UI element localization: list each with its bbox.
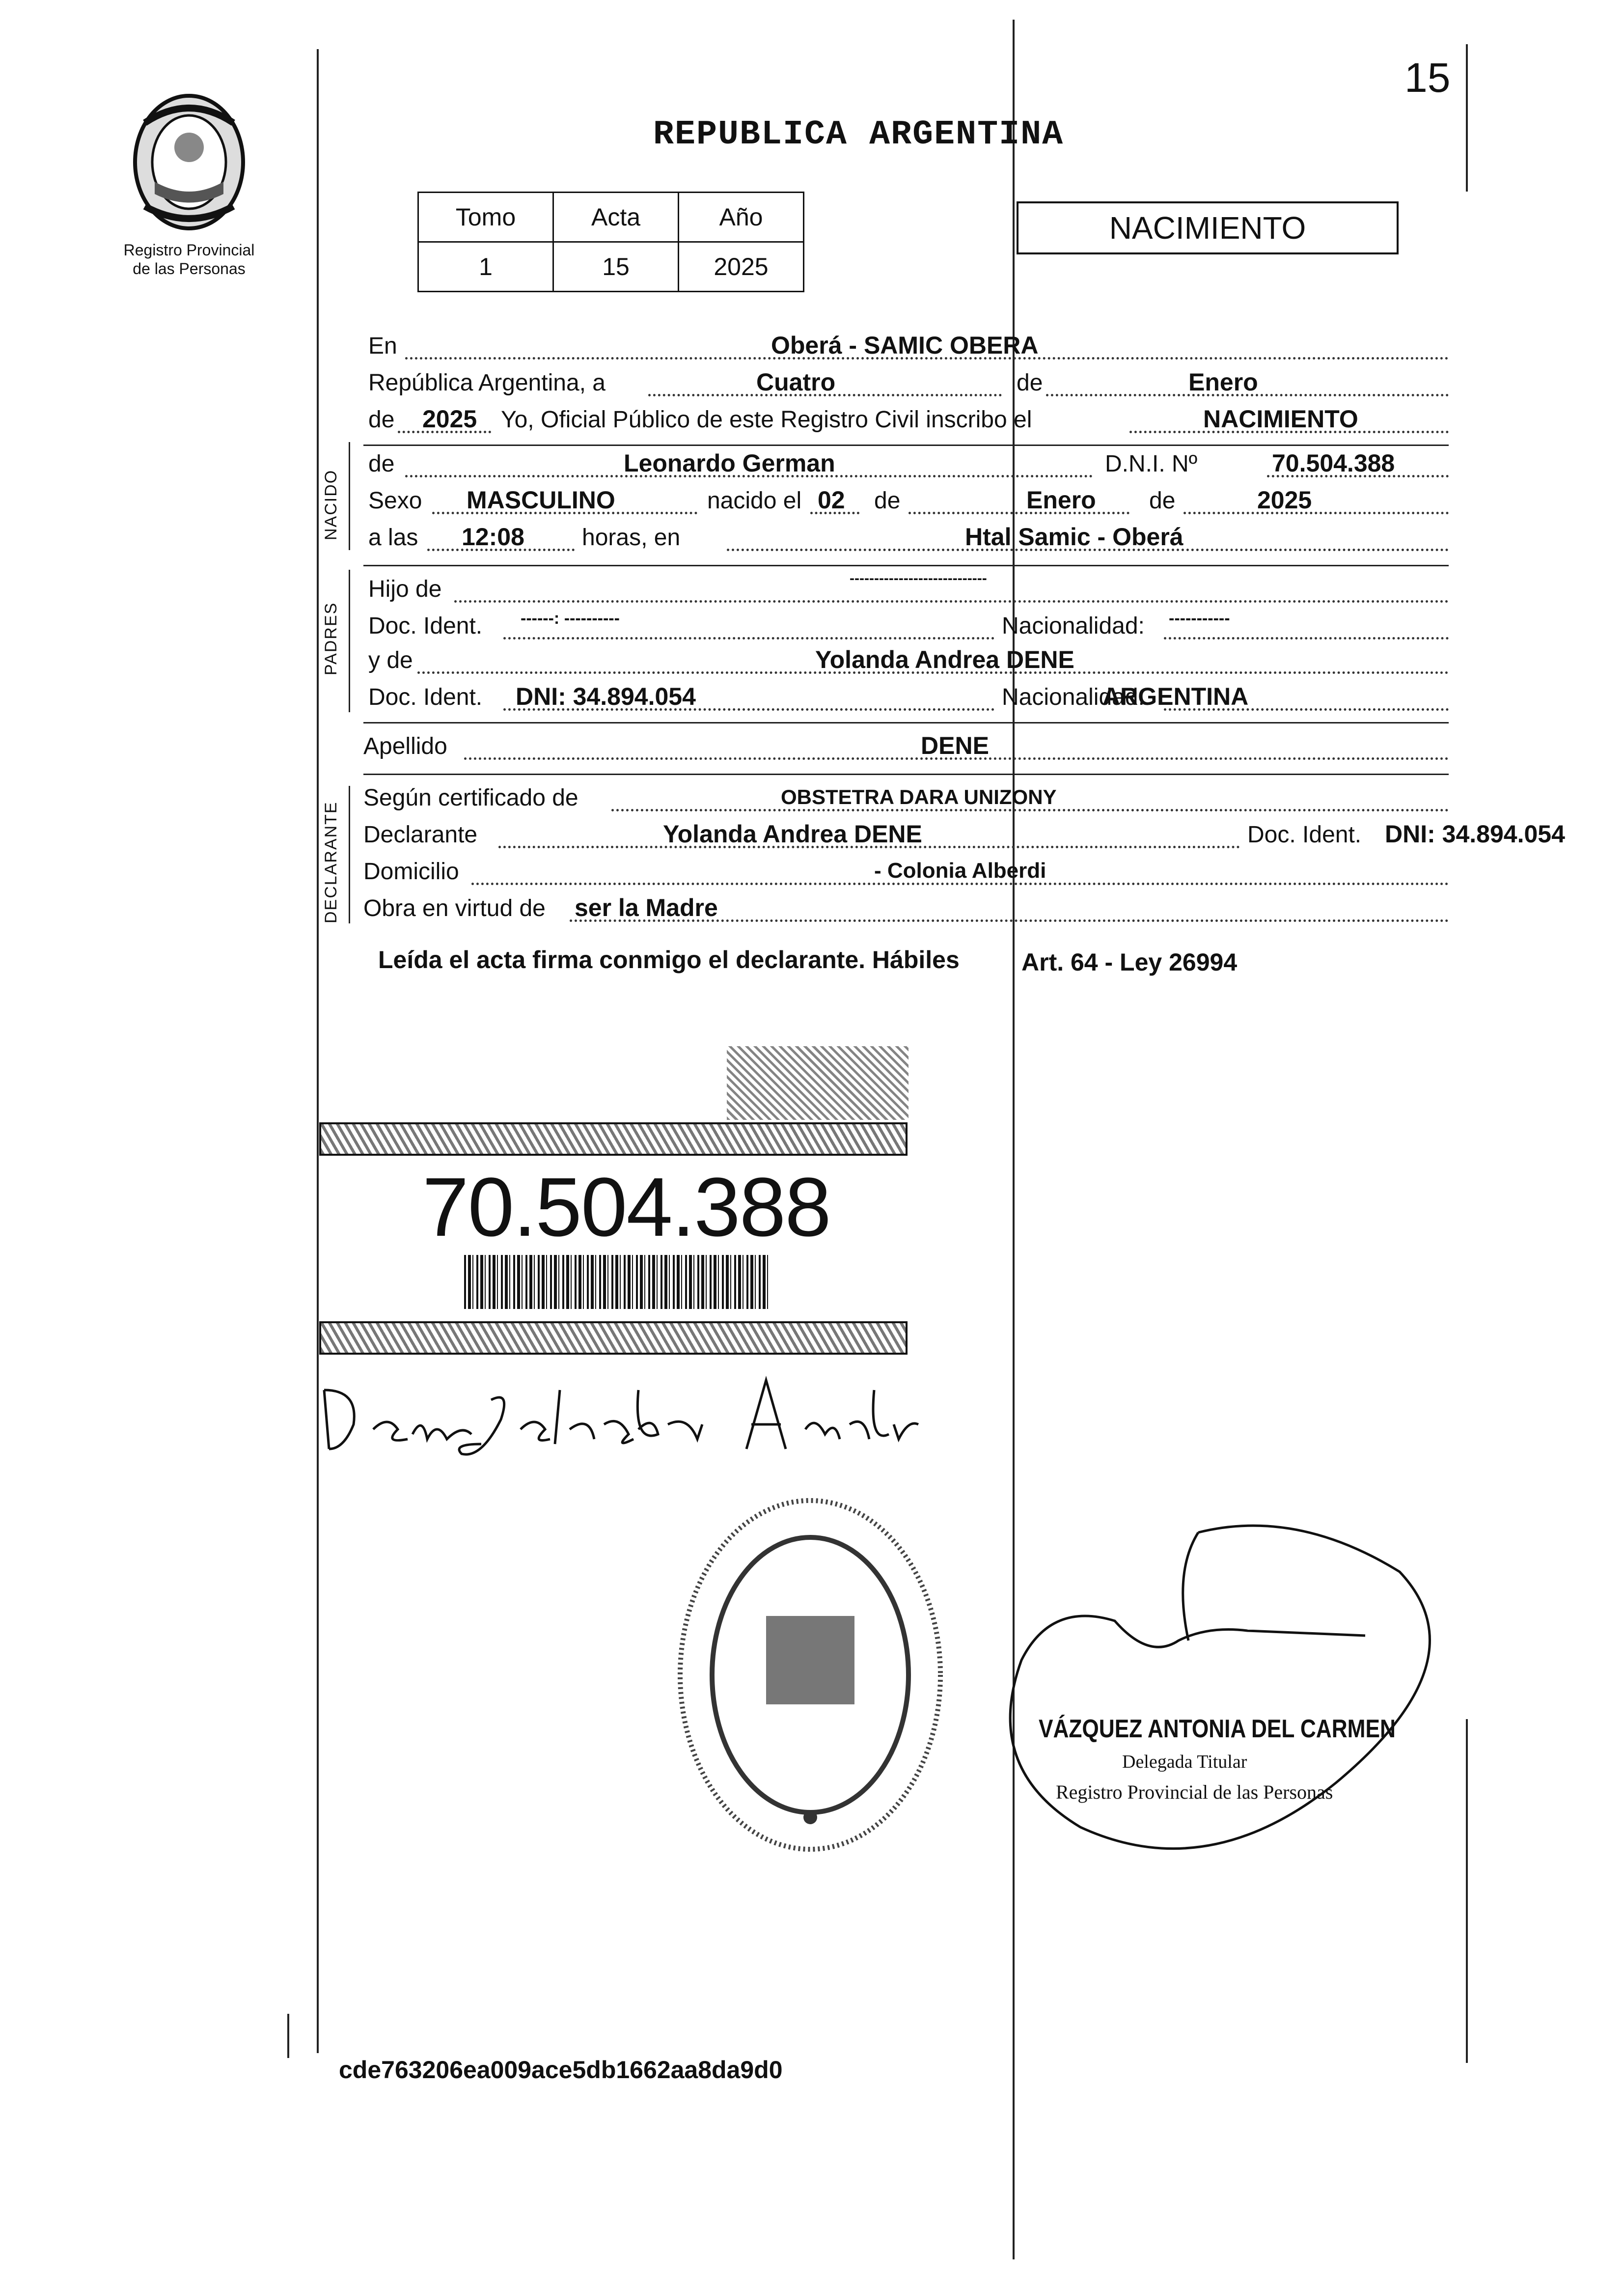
- value-domicilio: - Colonia Alberdi: [874, 859, 1046, 883]
- value-doc2: DNI: 34.894.054: [516, 683, 696, 710]
- label-nacido-el: nacido el: [707, 488, 802, 514]
- logo-caption-line2: de las Personas: [133, 260, 246, 278]
- label-doc2: Doc. Ident.: [368, 684, 483, 710]
- label-de3: de: [1149, 488, 1176, 514]
- label-de: de: [1017, 370, 1043, 396]
- side-label-padres: PADRES: [322, 602, 340, 675]
- document-title: REPUBLICA ARGENTINA: [653, 115, 1064, 154]
- table-header-anio: Año: [679, 193, 804, 242]
- value-birth-place: Htal Samic - Oberá: [965, 523, 1184, 551]
- value-place: Oberá - SAMIC OBERA: [771, 332, 1039, 359]
- barcode-band-top: [319, 1122, 908, 1156]
- value-apellido: DENE: [921, 732, 989, 759]
- row-certificado: [363, 786, 1449, 818]
- left-margin-rule: [317, 49, 319, 2053]
- official-name: VÁZQUEZ ANTONIA DEL CARMEN: [1039, 1715, 1396, 1743]
- table-header-acta: Acta: [553, 193, 679, 242]
- label-nac1: Nacionalidad:: [1002, 613, 1145, 639]
- value-birth-day: 02: [818, 486, 845, 514]
- row-apellido: [363, 734, 1449, 767]
- row-domicilio: [363, 860, 1449, 892]
- row-mother: [363, 648, 1449, 681]
- table-value-tomo: 1: [418, 242, 553, 292]
- barcode-bars: [464, 1255, 769, 1309]
- law-reference: Art. 64 - Ley 26994: [1021, 948, 1238, 976]
- value-certificado: OBSTETRA DARA UNIZONY: [781, 785, 1057, 808]
- closing-text: Leída el acta firma conmigo el declarante. Hábiles: [378, 946, 960, 974]
- value-day: Cuatro: [756, 368, 836, 396]
- value-birth-month: Enero: [1026, 486, 1096, 514]
- logo-caption-line1: Registro Provincial: [123, 241, 255, 259]
- row-oficial: [363, 405, 1449, 440]
- label-certificado: Según certificado de: [363, 785, 578, 811]
- value-obra: ser la Madre: [575, 894, 718, 921]
- value-child-dni: 70.504.388: [1272, 449, 1395, 477]
- official-title: Delegada Titular: [1122, 1752, 1247, 1772]
- label-y-de: y de: [368, 647, 413, 673]
- label-hijo: Hijo de: [368, 576, 442, 602]
- record-index-table: [417, 192, 804, 292]
- label-oficial: Yo, Oficial Público de este Registro Civil inscribo el: [501, 407, 1032, 433]
- row-time: [363, 523, 1449, 558]
- value-nac2: ARGENTINA: [1102, 683, 1249, 710]
- right-margin-rule-top: [1466, 44, 1468, 192]
- row-doc1: [363, 609, 1449, 646]
- value-birth-time: 12:08: [462, 523, 524, 551]
- label-obra: Obra en virtud de: [363, 895, 546, 921]
- side-label-declarante: DECLARANTE: [322, 801, 340, 923]
- value-doc1: ------: ----------: [521, 609, 620, 628]
- row-republica: [363, 368, 1449, 403]
- label-dni: D.N.I. Nº: [1105, 451, 1198, 477]
- value-mother: Yolanda Andrea DENE: [815, 646, 1074, 673]
- table-header-tomo: Tomo: [418, 193, 553, 242]
- label-sexo: Sexo: [368, 488, 422, 514]
- row-name: [363, 449, 1449, 484]
- official-signature: [992, 1513, 1434, 1889]
- table-value-anio: 2025: [679, 242, 804, 292]
- label-nac2: Nacionalidad:: [1002, 684, 1145, 710]
- label-republica: República Argentina, a: [368, 370, 606, 396]
- table-value-acta: 15: [553, 242, 679, 292]
- label-name-de: de: [368, 451, 395, 477]
- label-a-las: a las: [368, 525, 418, 551]
- value-inscribe: NACIMIENTO: [1203, 405, 1358, 433]
- value-declarante: Yolanda Andrea DENE: [663, 820, 922, 848]
- document-hash: cde763206ea009ace5db1662aa8da9d0: [339, 2056, 783, 2084]
- declarant-signature: [314, 1370, 933, 1471]
- label-domicilio: Domicilio: [363, 859, 459, 885]
- row-obra: [363, 896, 1449, 929]
- value-nac1: -----------: [1169, 609, 1230, 628]
- row-declarante: [363, 820, 1565, 855]
- value-month: Enero: [1188, 368, 1258, 396]
- row-en: [363, 334, 1449, 366]
- official-org: Registro Provincial de las Personas: [1056, 1781, 1333, 1803]
- logo-caption: [110, 241, 268, 278]
- value-father: ----------------------------: [850, 570, 987, 586]
- corner-mark: [287, 2014, 289, 2058]
- side-label-nacido: NACIDO: [322, 469, 340, 540]
- province-logo: [125, 88, 253, 236]
- label-horas: horas, en: [582, 525, 681, 551]
- right-margin-rule-bottom: [1466, 1719, 1468, 2063]
- label-declarante: Declarante: [363, 822, 478, 848]
- barcode-band-bottom: [319, 1321, 908, 1355]
- label-apellido: Apellido: [363, 733, 447, 759]
- row-doc2: [363, 685, 1449, 718]
- label-de2: de: [874, 488, 901, 514]
- label-en: En: [368, 333, 397, 359]
- value-doc3: DNI: 34.894.054: [1385, 820, 1565, 848]
- value-child-name: Leonardo German: [624, 449, 835, 477]
- security-hologram: [727, 1046, 908, 1120]
- label-doc1: Doc. Ident.: [368, 613, 483, 639]
- label-year-de: de: [368, 407, 395, 433]
- value-birth-year: 2025: [1257, 486, 1312, 514]
- official-seal: [673, 1493, 948, 1857]
- record-type-box: NACIMIENTO: [1017, 201, 1399, 254]
- value-sexo: MASCULINO: [467, 486, 615, 514]
- barcode-number: 70.504.388: [422, 1161, 830, 1254]
- value-year: 2025: [422, 405, 477, 433]
- row-sexo: [363, 486, 1449, 521]
- label-doc3: Doc. Ident.: [1247, 822, 1362, 848]
- page-number: 15: [1404, 55, 1451, 101]
